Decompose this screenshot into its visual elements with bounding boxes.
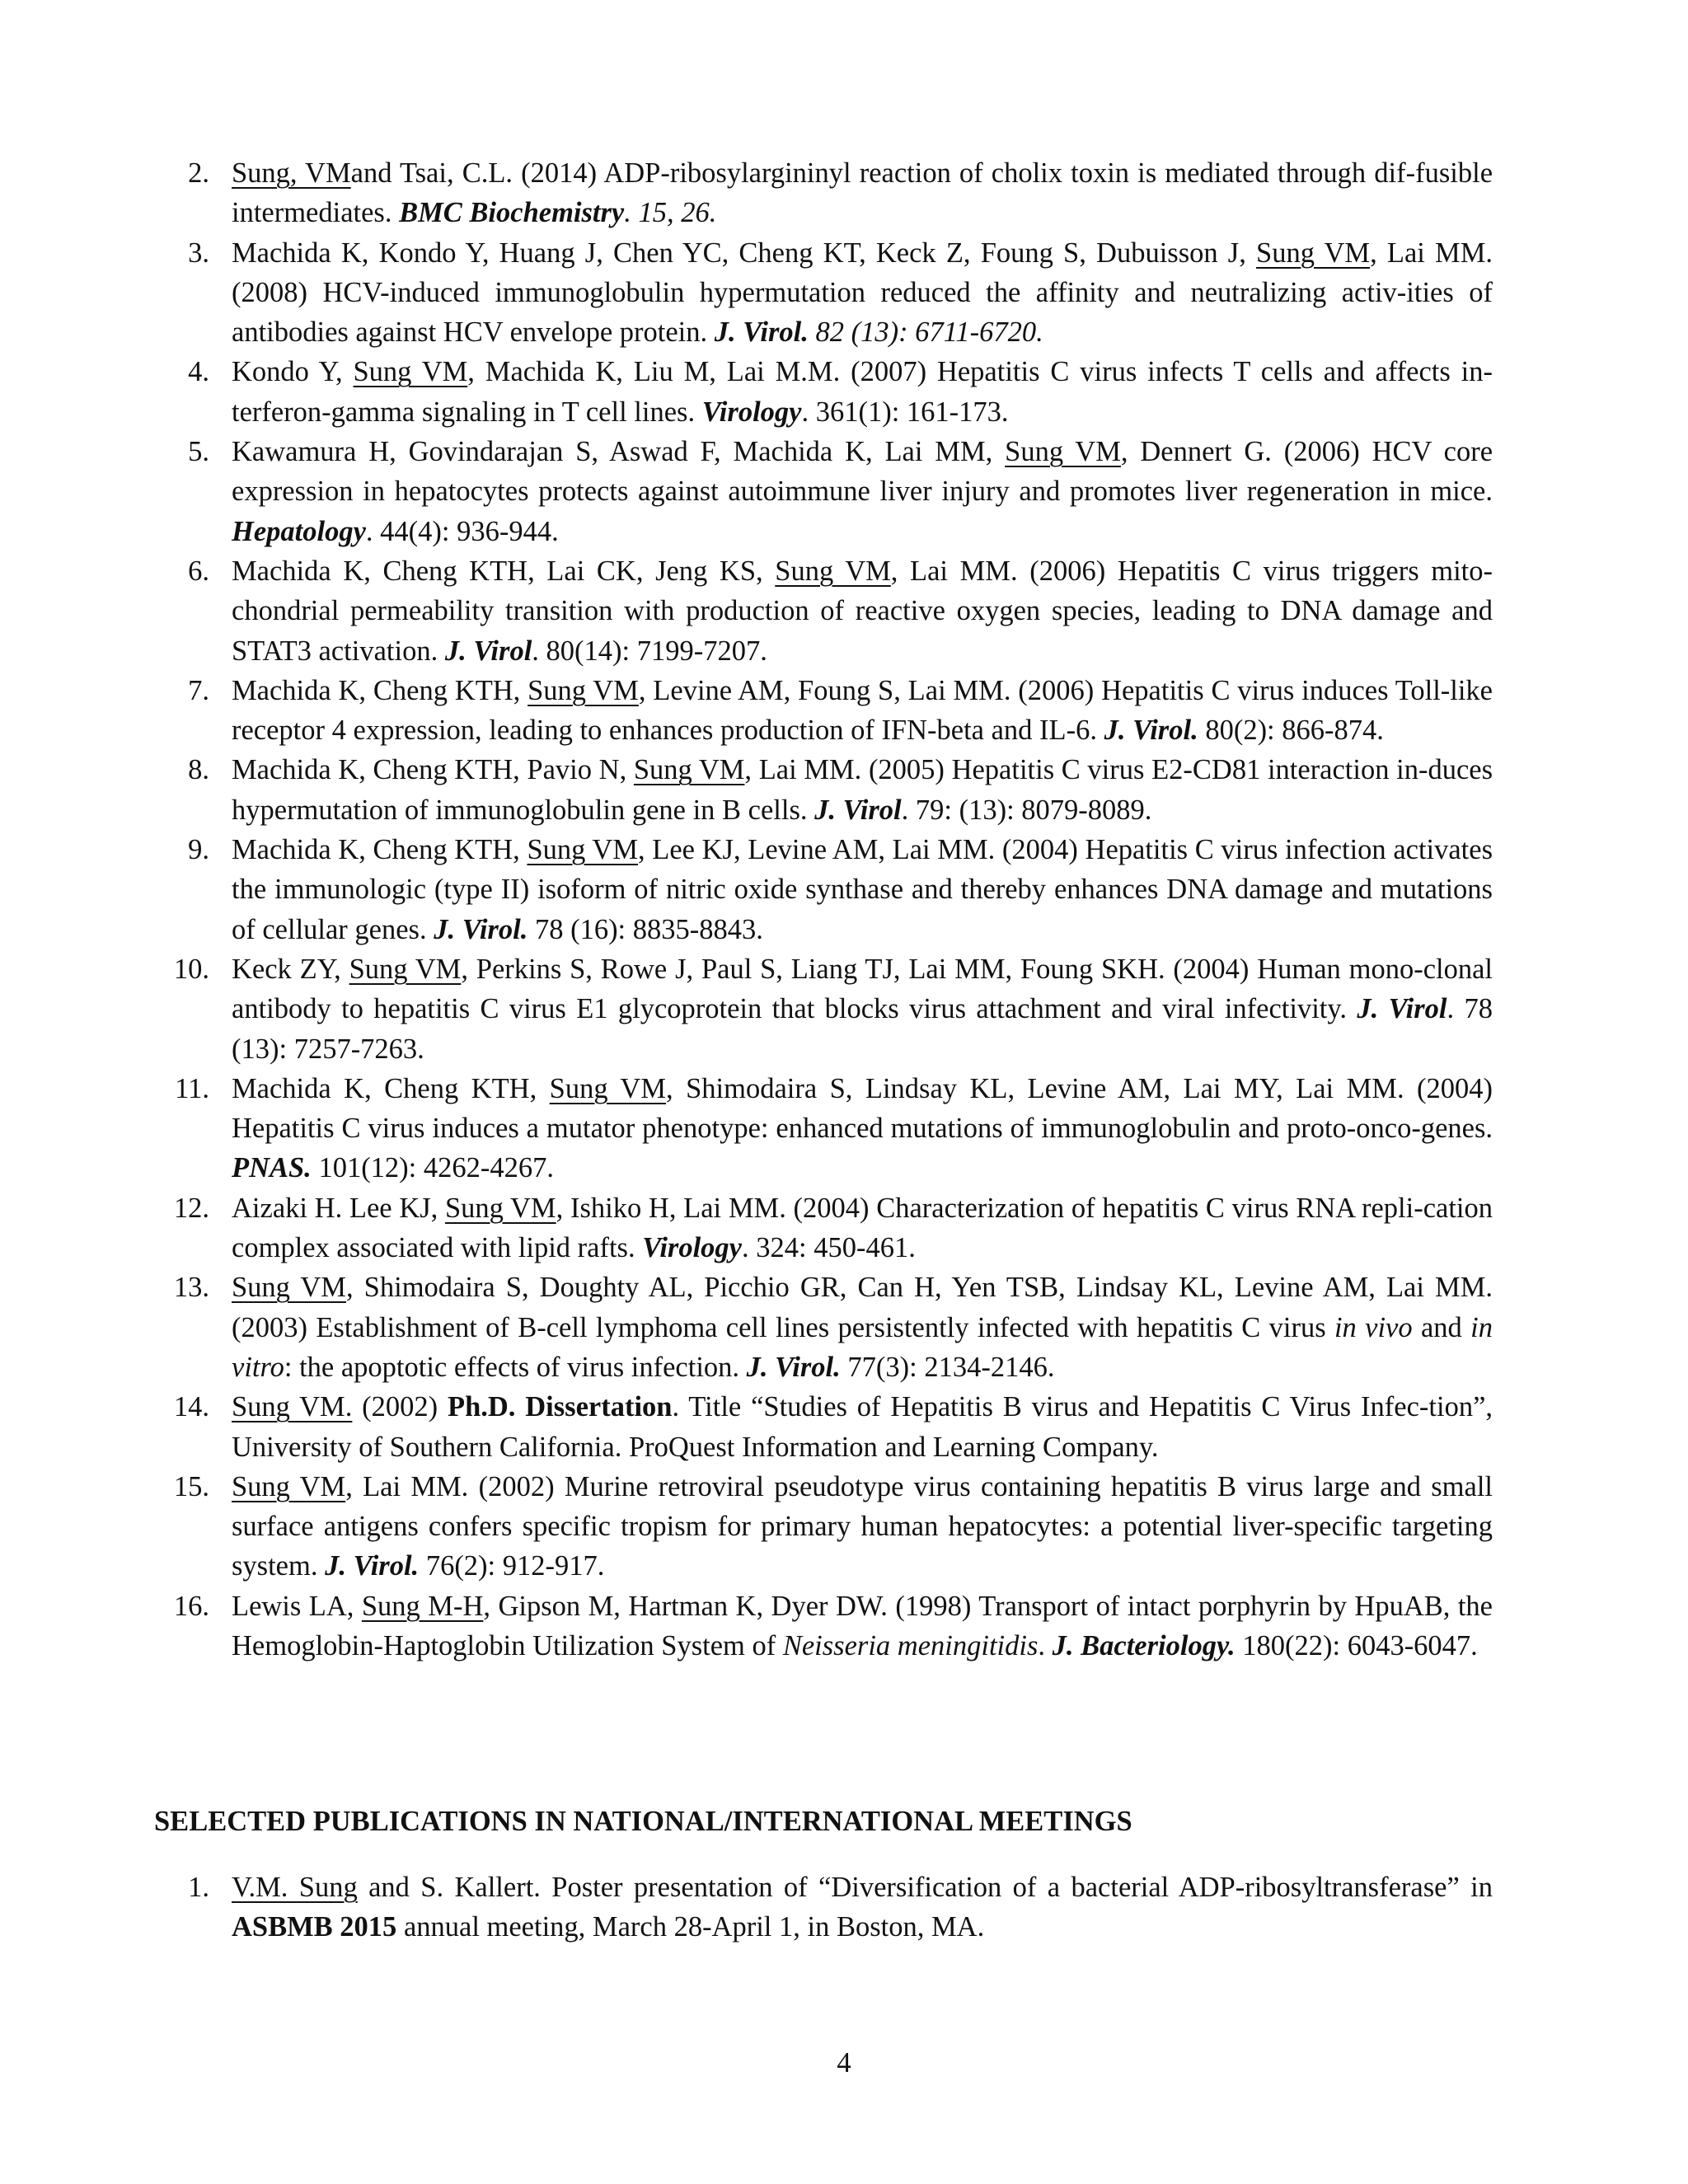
citation-text: and [1412,1311,1471,1343]
publication-item-citation [232,352,1493,432]
meeting-item-citation [232,1868,1493,1947]
author-name: Sung VM [232,1272,346,1304]
publication-item-number: 11. [175,1072,209,1104]
publication-item-number: 12. [173,1192,209,1224]
meetings-list [0,1868,1688,1947]
citation-text: 76(2): 912-917. [419,1550,605,1582]
section-heading: SELECTED PUBLICATIONS IN NATIONAL/INTERNATIONAL MEETINGS [154,1806,1132,1837]
page-number: 4 [837,2047,851,2079]
journal-name: Hepatology [232,515,366,547]
publication-item-citation [232,551,1493,671]
journal-name: J. Virol. [434,913,528,945]
journal-name: PNAS. [232,1152,312,1184]
citation-text: 101(12): 4262-4267. [311,1152,554,1184]
publication-item [0,1467,1688,1586]
publication-item [0,1387,1688,1467]
publication-item-citation [232,750,1493,830]
publication-item-number: 9. [188,834,209,866]
citation-text: and S. Kallert. Poster presentation of “Diversification of a bacterial ADP-ribosyltransferase” in [357,1872,1493,1903]
publication-item-number: 7. [188,674,209,706]
journal-name: Virology [642,1232,742,1264]
publication-item-number: 5. [188,436,209,468]
publication-item-number: 15. [173,1470,209,1502]
publication-item-citation [232,949,1493,1069]
italic-text: Neisseria meningitidis [782,1629,1039,1661]
author-name: Sung VM [527,834,639,866]
publication-item [0,949,1688,1069]
author-name: Sung VM [445,1192,556,1224]
publication-item [0,153,1688,233]
publication-item-number: 6. [188,555,209,587]
citation-text: , Perkins S, Rowe J, Paul S, Liang TJ, Lai MM, Foung SKH. (2004) Human mono-clonal antibody to hepatitis C virus E1 glycoprotein that blocks virus attachment and viral infectivity. [232,953,1493,1025]
citation-text: , Dennert G. (2006) HCV core expression in hepatocytes protects against autoimmune liver injury and promotes liver regeneration in mice. [232,436,1493,508]
publication-item-number: 2. [188,157,209,189]
citation-text: . 361(1): 161-173. [801,396,1009,428]
emphasis-text: ASBMB 2015 [232,1911,397,1943]
citation-text: Kondo Y, [232,356,354,388]
journal-name: J. Bacteriology. [1052,1629,1236,1661]
publication-item-number: 13. [173,1272,209,1304]
citation-text: Keck ZY, [232,953,349,985]
publication-item-citation [232,1387,1493,1467]
citation-text: , Lai MM. (2005) Hepatitis C virus E2-CD81 interaction in-duces hypermutation of immunoglobulin gene in B cells. [232,754,1493,826]
author-name: Sung VM [1256,237,1371,269]
citation-text: Machida K, Cheng KTH, Pavio N, [232,754,634,786]
citation-text: . 78 (13): 7257-7263. [232,993,1493,1065]
author-name: Sung VM [353,356,468,388]
publication-item [0,1268,1688,1387]
italic-text: in vitro [232,1311,1493,1383]
citation-text: . 79: (13): 8079-8089. [901,794,1152,826]
citation-text: and Tsai, C.L. (2014) ADP-ribosylargininyl reaction of cholix toxin is mediated through dif-fusible intermediates. [232,157,1493,229]
citation-text: 80(2): 866-874. [1198,715,1384,747]
publication-item-citation [232,432,1493,551]
publication-item-number: 10. [173,953,209,985]
journal-name: J. Virol. [714,316,809,349]
citation-text: . Title “Studies of Hepatitis B virus and Hepatitis C Virus Infec-tion”, University of Southern California. ProQuest Information and Learning Company. [232,1391,1493,1463]
citation-text: (2002) [352,1391,448,1423]
publication-item-citation [232,1586,1493,1666]
citation-text: , Lai MM. (2006) Hepatitis C virus triggers mito-chondrial permeability transition with production of reactive oxygen species, leading to DNA damage and STAT3 activation. [232,555,1493,667]
citation-text: Lewis LA, [232,1590,362,1622]
citation-text: : the apoptotic effects of virus infection. [284,1351,747,1383]
author-name: Sung VM [549,1072,667,1104]
journal-name: Virology [701,396,802,428]
meeting-item [0,1868,1688,1947]
citation-text: , Machida K, Liu M, Lai M.M. (2007) Hepatitis C virus infects T cells and affects in-terferon-gamma signaling in T cell lines. [232,356,1493,428]
publication-item [0,671,1688,751]
author-name: Sung VM [1005,436,1121,468]
journal-name: J. Virol. [1104,715,1198,747]
author-name: Sung VM. [232,1391,353,1423]
author-name: Sung, VM [232,157,351,189]
citation-text: , Shimodaira S, Lindsay KL, Levine AM, Lai MY, Lai MM. (2004) Hepatitis C virus induces a mutator phenotype: enhanced mutations of immunoglobulin and proto-onco-genes. [232,1072,1493,1145]
publication-item [0,750,1688,830]
publication-item [0,233,1688,353]
journal-name: J. Virol [814,794,902,826]
publication-item-citation [232,1467,1493,1586]
journal-name: J. Virol [444,635,532,667]
publication-item-citation [232,830,1493,949]
publication-item-citation [232,1069,1493,1188]
citation-text: Kawamura H, Govindarajan S, Aswad F, Machida K, Lai MM, [232,436,1006,468]
publication-item [0,432,1688,551]
meeting-item-number: 1. [188,1872,209,1903]
publications-list [0,153,1688,1666]
citation-text: Machida K, Cheng KTH, [232,1072,550,1104]
publication-item [0,352,1688,432]
citation-text: Machida K, Cheng KTH, Lai CK, Jeng KS, [232,555,776,587]
citation-text: , Lai MM. (2008) HCV-induced immunoglobulin hypermutation reduced the affinity and neutralizing activ-ities of antibodies against HCV envelope protein. [232,237,1493,349]
citation-text: 180(22): 6043-6047. [1235,1629,1478,1661]
publication-item [0,551,1688,671]
citation-text: Machida K, Kondo Y, Huang J, Chen YC, Cheng KT, Keck Z, Foung S, Dubuisson J, [232,237,1257,269]
citation-text: , Levine AM, Foung S, Lai MM. (2006) Hepatitis C virus induces Toll-like receptor 4 expression, leading to enhances production of IFN-beta and IL-6. [232,674,1493,747]
italic-text: . 15, 26. [624,197,717,229]
publication-item-citation [232,671,1493,751]
publication-item-number: 3. [188,237,209,269]
emphasis-text: Ph.D. Dissertation [448,1391,673,1423]
italic-text: in vivo [1334,1311,1413,1343]
citation-text: . 80(14): 7199-7207. [532,635,767,667]
citation-text: , Gipson M, Hartman K, Dyer DW. (1998) Transport of intact porphyrin by HpuAB, the Hemoglobin-Haptoglobin Utilization System of [232,1590,1493,1661]
citation-text: . 44(4): 936-944. [365,515,559,547]
author-name: Sung VM [633,754,745,786]
publication-item-citation [232,233,1493,353]
citation-text: 78 (16): 8835-8843. [528,913,763,945]
citation-text: . 324: 450-461. [742,1232,916,1264]
citation-text: , Shimodaira S, Doughty AL, Picchio GR, Can H, Yen TSB, Lindsay KL, Levine AM, Lai MM. (2003) Establishment of B-cell lymphoma cell lines persistently infected with hepatitis C virus [232,1272,1493,1343]
citation-text: 77(3): 2134-2146. [840,1351,1055,1383]
author-name: V.M. Sung [232,1872,358,1903]
publication-item-citation [232,1188,1493,1268]
citation-text: , Lai MM. (2002) Murine retroviral pseudotype virus containing hepatitis B virus large and small surface antigens confers specific tropism for primary human hepatocytes: a potential liver-specific targeting system. [232,1470,1493,1582]
publication-item-number: 16. [173,1590,209,1622]
citation-text: . [1038,1629,1053,1661]
citation-text: , Lee KJ, Levine AM, Lai MM. (2004) Hepatitis C virus infection activates the immunologic (type II) isoform of nitric oxide synthase and thereby enhances DNA damage and mutations of cellular genes. [232,834,1493,945]
publication-item-number: 14. [173,1391,209,1423]
citation-text: Machida K, Cheng KTH, [232,674,528,706]
publication-item [0,1188,1688,1268]
publication-item-number: 8. [188,754,209,786]
author-name: Sung VM [349,953,462,985]
citation-text: Machida K, Cheng KTH, [232,834,528,866]
citation-text: Aizaki H. Lee KJ, [232,1192,445,1224]
publication-item-citation [232,1268,1493,1387]
author-name: Sung VM [232,1470,346,1502]
italic-text: 82 (13): 6711-6720. [808,316,1043,349]
publication-item-number: 4. [188,356,209,388]
publication-item-citation [232,153,1493,233]
author-name: Sung VM [528,674,639,706]
publication-item [0,1069,1688,1188]
journal-name: J. Virol. [325,1550,420,1582]
publication-item [0,830,1688,949]
citation-text: annual meeting, March 28-April 1, in Boston, MA. [396,1911,985,1943]
journal-name: BMC Biochemistry [399,197,625,229]
journal-name: J. Virol. [746,1351,841,1383]
citation-text: , Ishiko H, Lai MM. (2004) Characterization of hepatitis C virus RNA repli-cation complex associated with lipid rafts. [232,1192,1493,1264]
journal-name: J. Virol [1357,993,1447,1025]
publication-item [0,1586,1688,1666]
author-name: Sung VM [775,555,891,587]
author-name: Sung M-H [361,1590,484,1622]
